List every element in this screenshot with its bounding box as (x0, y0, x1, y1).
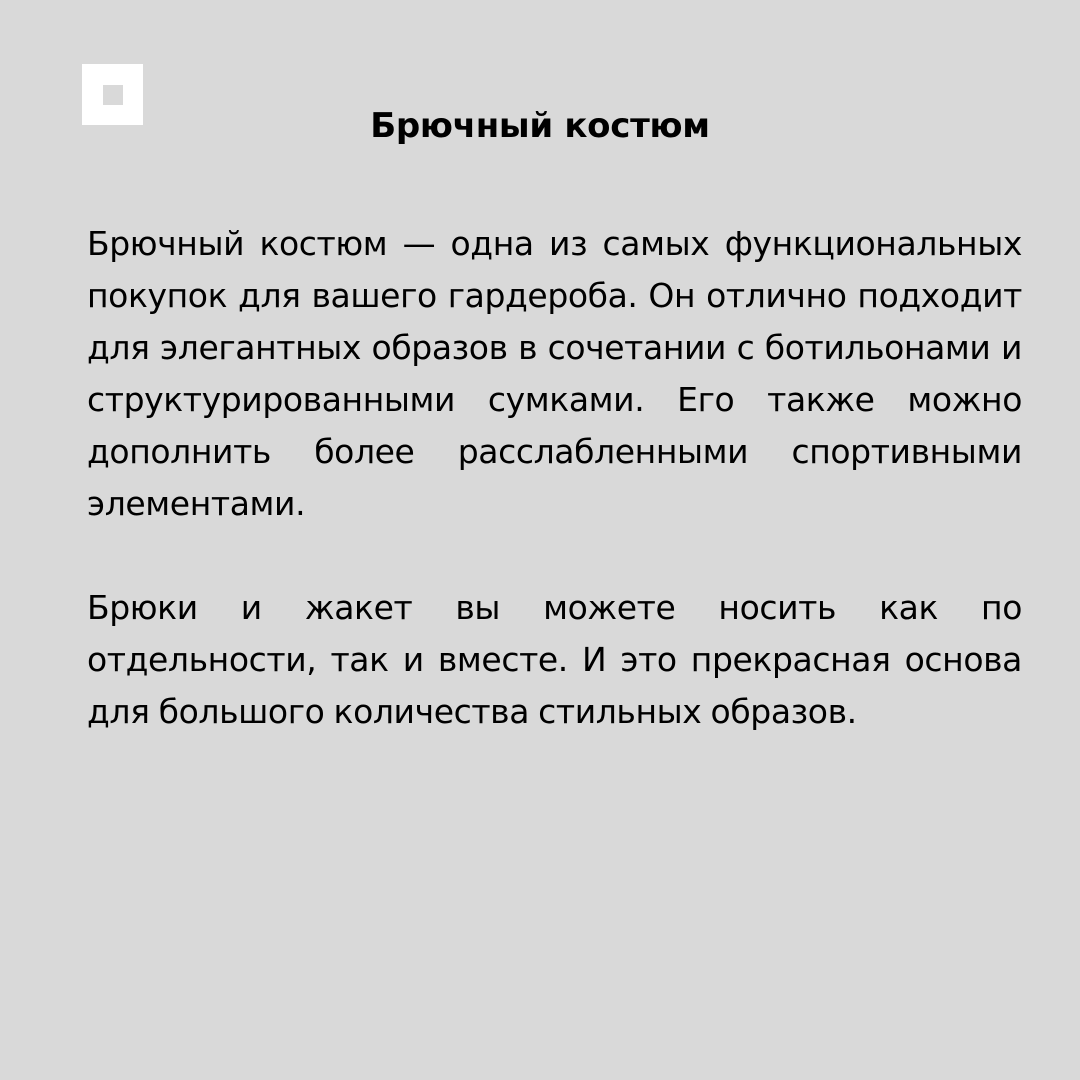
body-paragraph-2: Брюки и жакет вы можете носить как по отдельности, так и вместе. И это прекрасная основа для большого количества стильных образов. (87, 588, 1022, 731)
page-title: Брючный костюм (370, 106, 710, 146)
body-paragraph-1: Брючный костюм — одна из самых функциональных покупок для вашего гардероба. Он отлично подходит для элегантных образов в сочетании с ботильонами и структурированными сумками. Его также можно дополнить более расслабленными спортивными элементами. (87, 224, 1022, 523)
logo-inner-square (103, 85, 123, 105)
